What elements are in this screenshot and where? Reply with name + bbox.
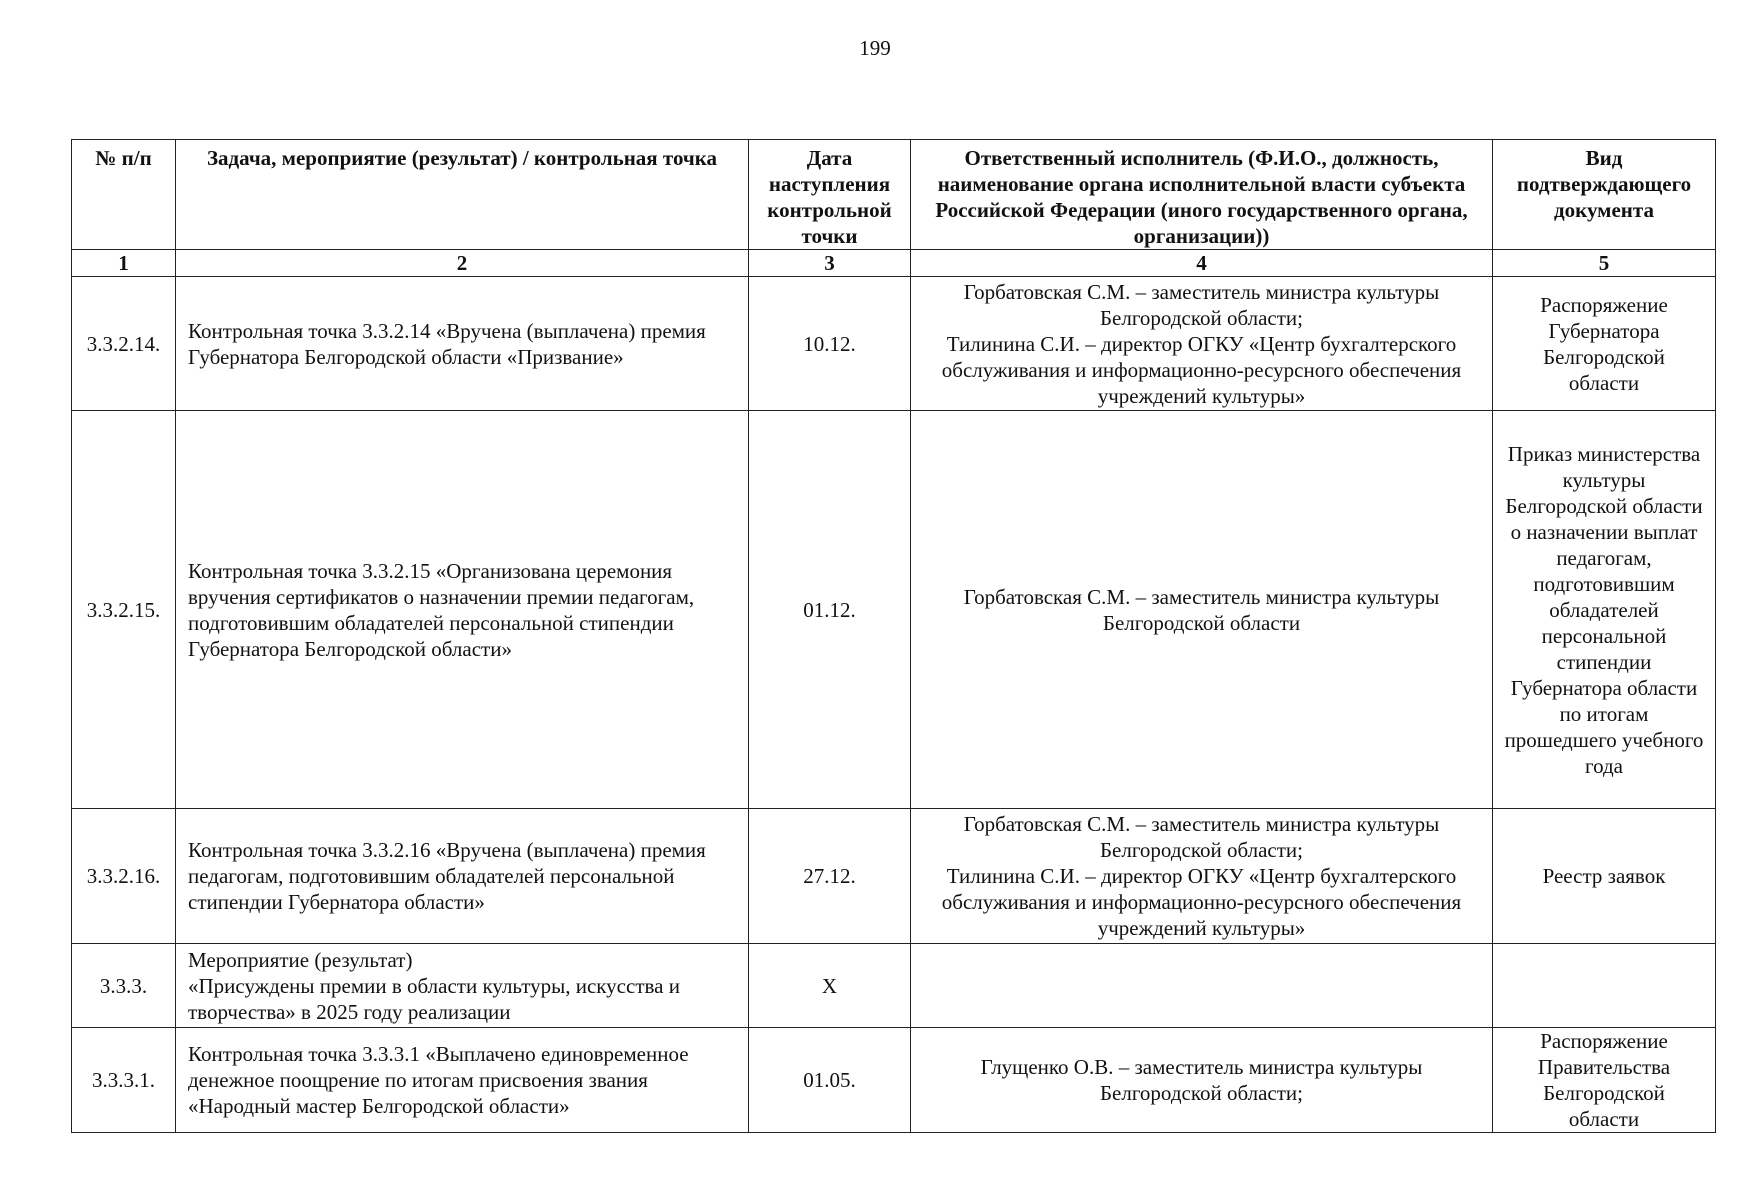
row-date: Х [749,944,911,1028]
row-document [1493,944,1716,1028]
row-number: 3.3.2.16. [72,809,176,944]
header-row [72,140,1716,250]
column-number: 4 [911,250,1493,277]
page-number: 199 [859,36,891,60]
row-responsible: Горбатовская С.М. – заместитель министра культуры Белгородской области; Тилинина С.И. – директор ОГКУ «Центр бухгалтерского обслуживания и информационно-ресурсного обеспечения учреждений культуры» [911,277,1493,411]
row-task: Контрольная точка 3.3.2.14 «Вручена (выплачена) премия Губернатора Белгородской области «Призвание» [176,277,749,411]
row-responsible: Горбатовская С.М. – заместитель министра культуры Белгородской области; Тилинина С.И. – директор ОГКУ «Центр бухгалтерского обслуживания и информационно-ресурсного обеспечения учреждений культуры» [911,809,1493,944]
row-number: 3.3.3. [72,944,176,1028]
row-document: Распоряжение Губернатора Белгородской области [1493,277,1716,411]
column-number: 1 [72,250,176,277]
header-responsible: Ответственный исполнитель (Ф.И.О., должность, наименование органа исполнительной власти субъекта Российской Федерации (иного государственного органа, организации)) [911,140,1493,250]
column-number: 5 [1493,250,1716,277]
row-task: Контрольная точка 3.3.2.15 «Организована церемония вручения сертификатов о назначении премии педагогам, подготовившим обладателей персональной стипендии Губернатора Белгородской области» [176,411,749,809]
row-responsible: Глущенко О.В. – заместитель министра культуры Белгородской области; [911,1028,1493,1133]
row-date: 01.12. [749,411,911,809]
header-num: № п/п [72,140,176,250]
row-document: Реестр заявок [1493,809,1716,944]
column-number: 3 [749,250,911,277]
row-responsible [911,944,1493,1028]
row-task: Мероприятие (результат) «Присуждены премии в области культуры, искусства и творчества» в 2025 году реализации [176,944,749,1028]
column-number: 2 [176,250,749,277]
table-row [72,809,1716,944]
row-responsible: Горбатовская С.М. – заместитель министра культуры Белгородской области [911,411,1493,809]
table-row [72,1028,1716,1133]
row-task: Контрольная точка 3.3.3.1 «Выплачено единовременное денежное поощрение по итогам присвоения звания «Народный мастер Белгородской области» [176,1028,749,1133]
header-document: Вид подтверждающего документа [1493,140,1716,250]
row-number: 3.3.3.1. [72,1028,176,1133]
header-task: Задача, мероприятие (результат) / контрольная точка [176,140,749,250]
row-number: 3.3.2.14. [72,277,176,411]
table-row [72,411,1716,809]
row-number: 3.3.2.15. [72,411,176,809]
row-task: Контрольная точка 3.3.2.16 «Вручена (выплачена) премия педагогам, подготовившим обладателей персональной стипендии Губернатора области» [176,809,749,944]
row-date: 10.12. [749,277,911,411]
row-date: 01.05. [749,1028,911,1133]
table-row [72,944,1716,1028]
column-number-row [72,250,1716,277]
row-document: Распоряжение Правительства Белгородской области [1493,1028,1716,1133]
row-document: Приказ министерства культуры Белгородской области о назначении выплат педагогам, подготовившим обладателей персональной стипендии Губернатора области по итогам прошедшего учебного года [1493,411,1716,809]
row-date: 27.12. [749,809,911,944]
header-date: Дата наступления контрольной точки [749,140,911,250]
control-points-table [71,139,1716,1133]
table-row [72,277,1716,411]
